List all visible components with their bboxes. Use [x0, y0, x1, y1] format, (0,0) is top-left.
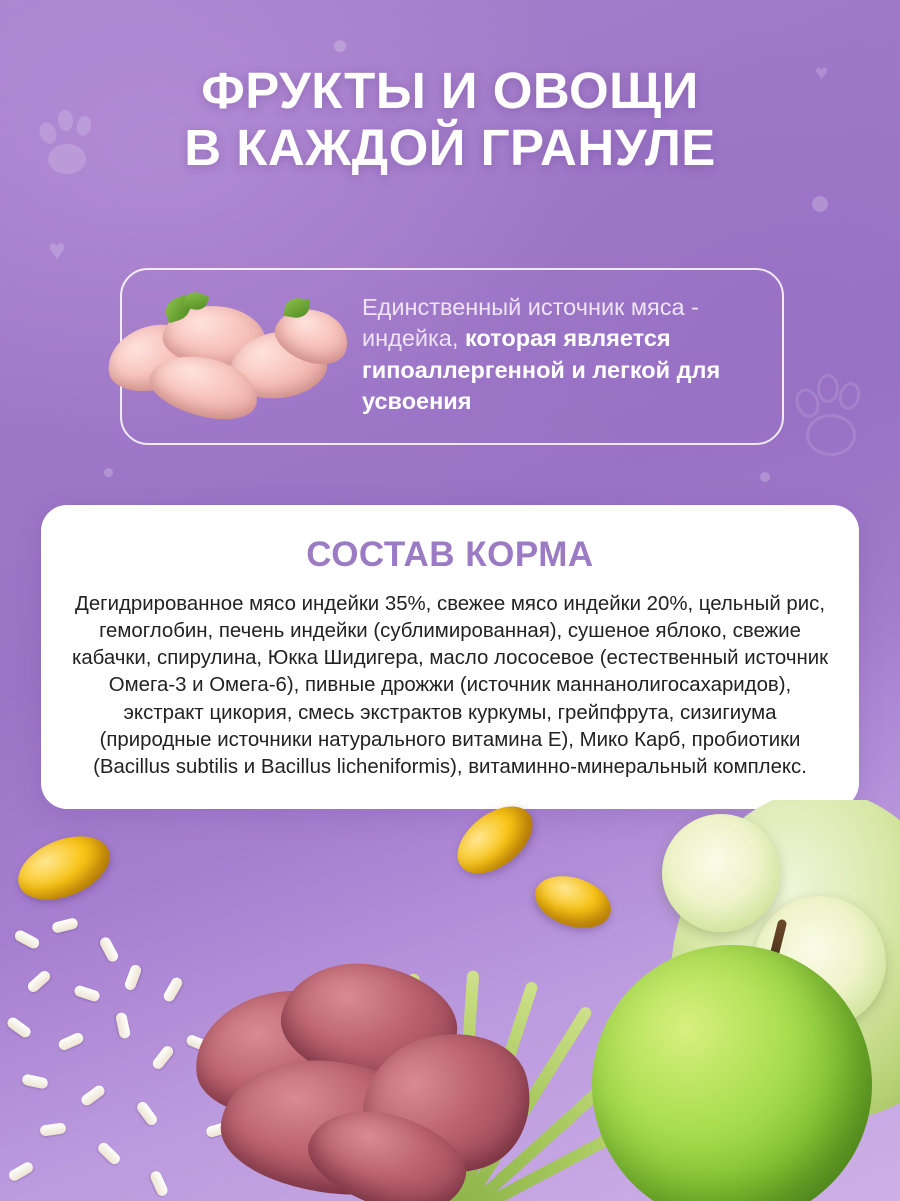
heart-icon: ♥: [814, 60, 828, 85]
decorative-dot: [760, 472, 770, 482]
composition-card: [41, 505, 859, 809]
composition-title: СОСТАВ КОРМА: [306, 535, 594, 574]
fish-oil-capsule-icon: [9, 824, 119, 912]
page-title: [0, 62, 900, 176]
composition-text: Дегидрированное мясо индейки 35%, свежее мясо индейки 20%, цельный рис, гемоглобин, печень индейки (сублимированная), сушеное яблоко, свежие кабачки, спирулина, Юкка Шидигера, масло лососевое (естественный источник Омега-3 и Омега-6), пивные дрожжи (источник маннанолигосахаридов), экстракт цикория, смесь экстрактов куркумы, грейпфрута, сизигиума (природные источники натурального витамина Е), Мико Карб, пробиотики (Bacillus subtilis и Bacillus licheniformis), витаминно-минеральный комплекс.: [71, 593, 829, 778]
turkey-claim-card: [120, 268, 784, 445]
turkey-meat-photo: [89, 292, 379, 427]
claim-text-bold: которая является гипоаллергенной и легкой для усвоения: [362, 325, 721, 414]
meat-illustration: [89, 292, 379, 427]
paw-print-icon: [794, 372, 870, 456]
ingredients-photo-band: [0, 800, 900, 1201]
headline-line-2: В КАЖДОЙ ГРАНУЛЕ: [184, 119, 716, 177]
decorative-dot: [812, 196, 828, 212]
claim-text: [362, 292, 772, 417]
headline-line-1: ФРУКТЫ И ОВОЩИ: [201, 62, 699, 119]
decorative-dot: [334, 40, 346, 52]
decorative-dot: [104, 468, 113, 477]
heart-icon: ♥: [48, 234, 66, 267]
claim-text-soft: Единственный источник мяса - индейка,: [362, 294, 699, 352]
zucchini-slice-photo: [662, 814, 780, 932]
turkey-liver-photo: [185, 965, 545, 1201]
